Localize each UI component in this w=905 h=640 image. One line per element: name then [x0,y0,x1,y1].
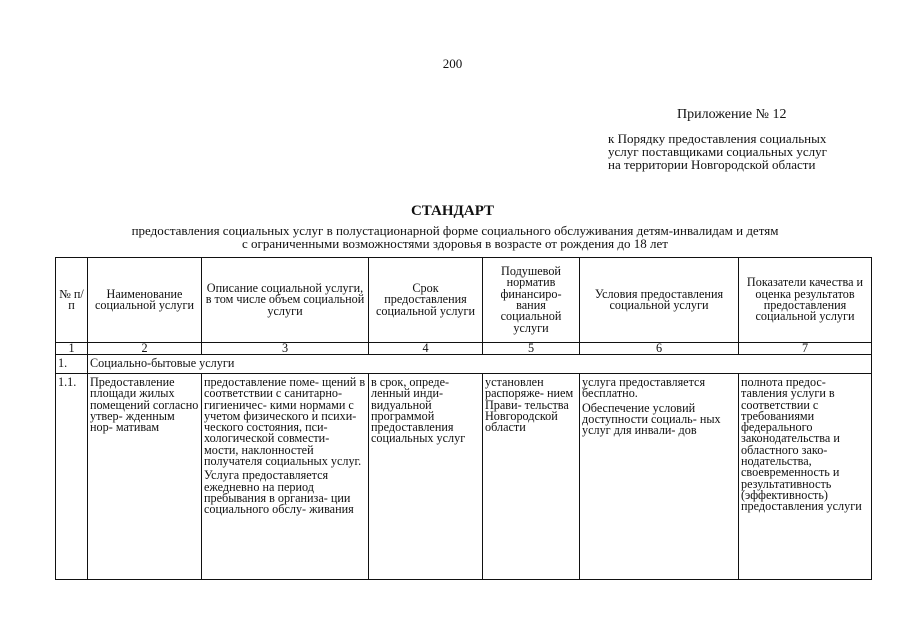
page-number: 200 [442,56,463,71]
document-title: СТАНДАРТ [410,203,495,219]
standard-table [55,257,872,580]
column-number: 3 [202,343,369,355]
section-row [56,355,872,374]
header-cell-conditions: Условия предоставления социальной услуги [580,258,739,343]
row-service-name: Предоставление площади жилых помещений согласно утвер- жденным нор- мативам [88,374,202,580]
appendix-ref-line: на территории Новгородской области [608,157,816,172]
row-number: 1.1. [56,374,88,580]
subtitle-line: с ограниченными возможностями здоровья в возрасте от рождения до 18 лет [242,236,668,251]
conditions-paragraph: Обеспечение условий доступности социаль- ных услуг для инвали- дов [582,400,721,438]
column-number: 4 [369,343,483,355]
header-cell-financing: Подушевой норматив финансиро- вания социальной услуги [483,258,580,343]
subtitle-line: предоставления социальных услуг в полустационарной форме социального обслуживания детям-инвалидам и детям [131,223,779,238]
appendix-ref-line: услуг поставщиками социальных услуг [608,144,827,159]
appendix-reference [608,132,827,171]
column-number: 1 [56,343,88,355]
header-cell-term: Срок предоставления социальной услуги [369,258,483,343]
column-number: 2 [88,343,202,355]
header-cell-name: Наименование социальной услуги [88,258,202,343]
header-cell-number: № п/п [56,258,88,343]
column-number: 7 [739,343,872,355]
section-title: Социально-бытовые услуги [88,355,872,374]
document-subtitle [60,224,850,250]
row-quality-indicators: полнота предос- тавления услуги в соответствии с требованиями федерального законодательства и областного зако- нодательства, своевременность и результативность (эффективность) предоставления услуги [739,374,872,580]
appendix-ref-line: к Порядку предоставления социальных [608,131,827,146]
row-conditions [580,374,739,580]
header-cell-quality: Показатели качества и оценка результатов предоставления социальной услуги [739,258,872,343]
description-paragraph: предоставление поме- щений в соответствии с санитарно-гигиеничес- кими нормами с учетом физического и психи- ческого состояния, пси- хологической совмести- мости, наклонностей получателя социальных услуг. [204,375,366,469]
table-row [56,374,872,580]
section-number: 1. [56,355,88,374]
header-cell-description: Описание социальной услуги, в том числе объем социальной услуги [202,258,369,343]
table-header-row [56,258,872,343]
conditions-paragraph: услуга предоставляется бесплатно. [582,375,706,401]
row-term: в срок, опреде- ленный инди- видуальной программой предоставления социальных услуг [369,374,483,580]
row-description [202,374,369,580]
description-paragraph: Услуга предоставляется ежедневно на период пребывания в организа- ции социального обслу- живания [204,468,354,517]
column-number: 5 [483,343,580,355]
column-number: 6 [580,343,739,355]
row-financing: установлен распоряже- нием Прави- тельства Новгородской области [483,374,580,580]
appendix-title: Приложение № 12 [677,107,787,122]
column-numbers-row [56,343,872,355]
